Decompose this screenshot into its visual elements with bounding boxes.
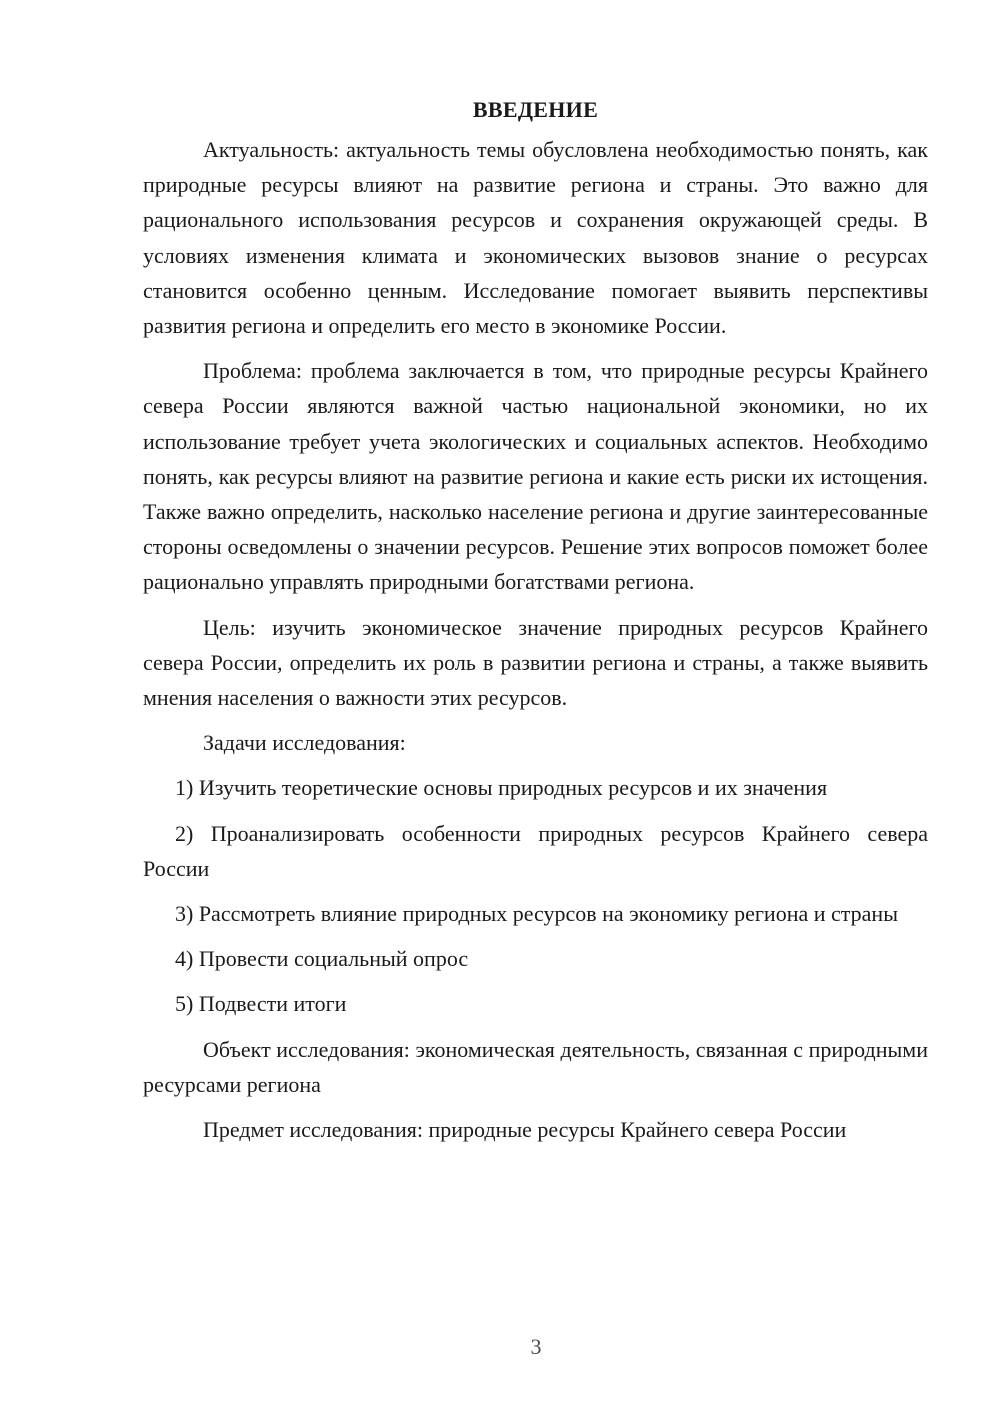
tasks-heading: Задачи исследования:: [203, 730, 406, 756]
document-page: [143, 92, 928, 1157]
object-paragraph: Объект исследования: экономическая деятельность, связанная с природными ресурсами региона: [143, 1036, 928, 1097]
goal-paragraph: Цель: изучить экономическое значение природных ресурсов Крайнего севера России, определить их роль в развитии региона и страны, а также выявить мнения населения о важности этих ресурсов.: [143, 614, 928, 711]
section-title: ВВЕДЕНИЕ: [472, 97, 599, 122]
task-item: 1) Изучить теоретические основы природных ресурсов и их значения: [175, 775, 828, 801]
subject-paragraph: Предмет исследования: природные ресурсы Крайнего севера России: [203, 1117, 847, 1143]
problem-paragraph: Проблема: проблема заключается в том, что природные ресурсы Крайнего севера России являются важной частью национальной экономики, но их использование требует учета экологических и социальных аспектов. Необходимо понять, как ресурсы влияют на развитие региона и какие есть риски их истощения. Также важно определить, насколько население региона и другие заинтересованные стороны осведомлены о значении ресурсов. Решение этих вопросов поможет более рационально управлять природными богатствами региона.: [143, 358, 928, 595]
task-item: 4) Провести социальный опрос: [175, 946, 469, 972]
task-item: 3) Рассмотреть влияние природных ресурсов на экономику региона и страны: [175, 901, 898, 927]
task-item: 5) Подвести итоги: [175, 991, 347, 1017]
task-item: 2) Проанализировать особенности природных ресурсов Крайнего севера России: [143, 820, 928, 881]
page-number: 3: [530, 1334, 542, 1359]
relevance-paragraph: Актуальность: актуальность темы обусловлена необходимостью понять, как природные ресурсы влияют на развитие региона и страны. Это важно для рационального использования ресурсов и сохранения окружающей среды. В условиях изменения климата и экономических вызовов знание о ресурсах становится особенно ценным. Исследование помогает выявить перспективы развития региона и определить его место в экономике России.: [143, 137, 928, 339]
